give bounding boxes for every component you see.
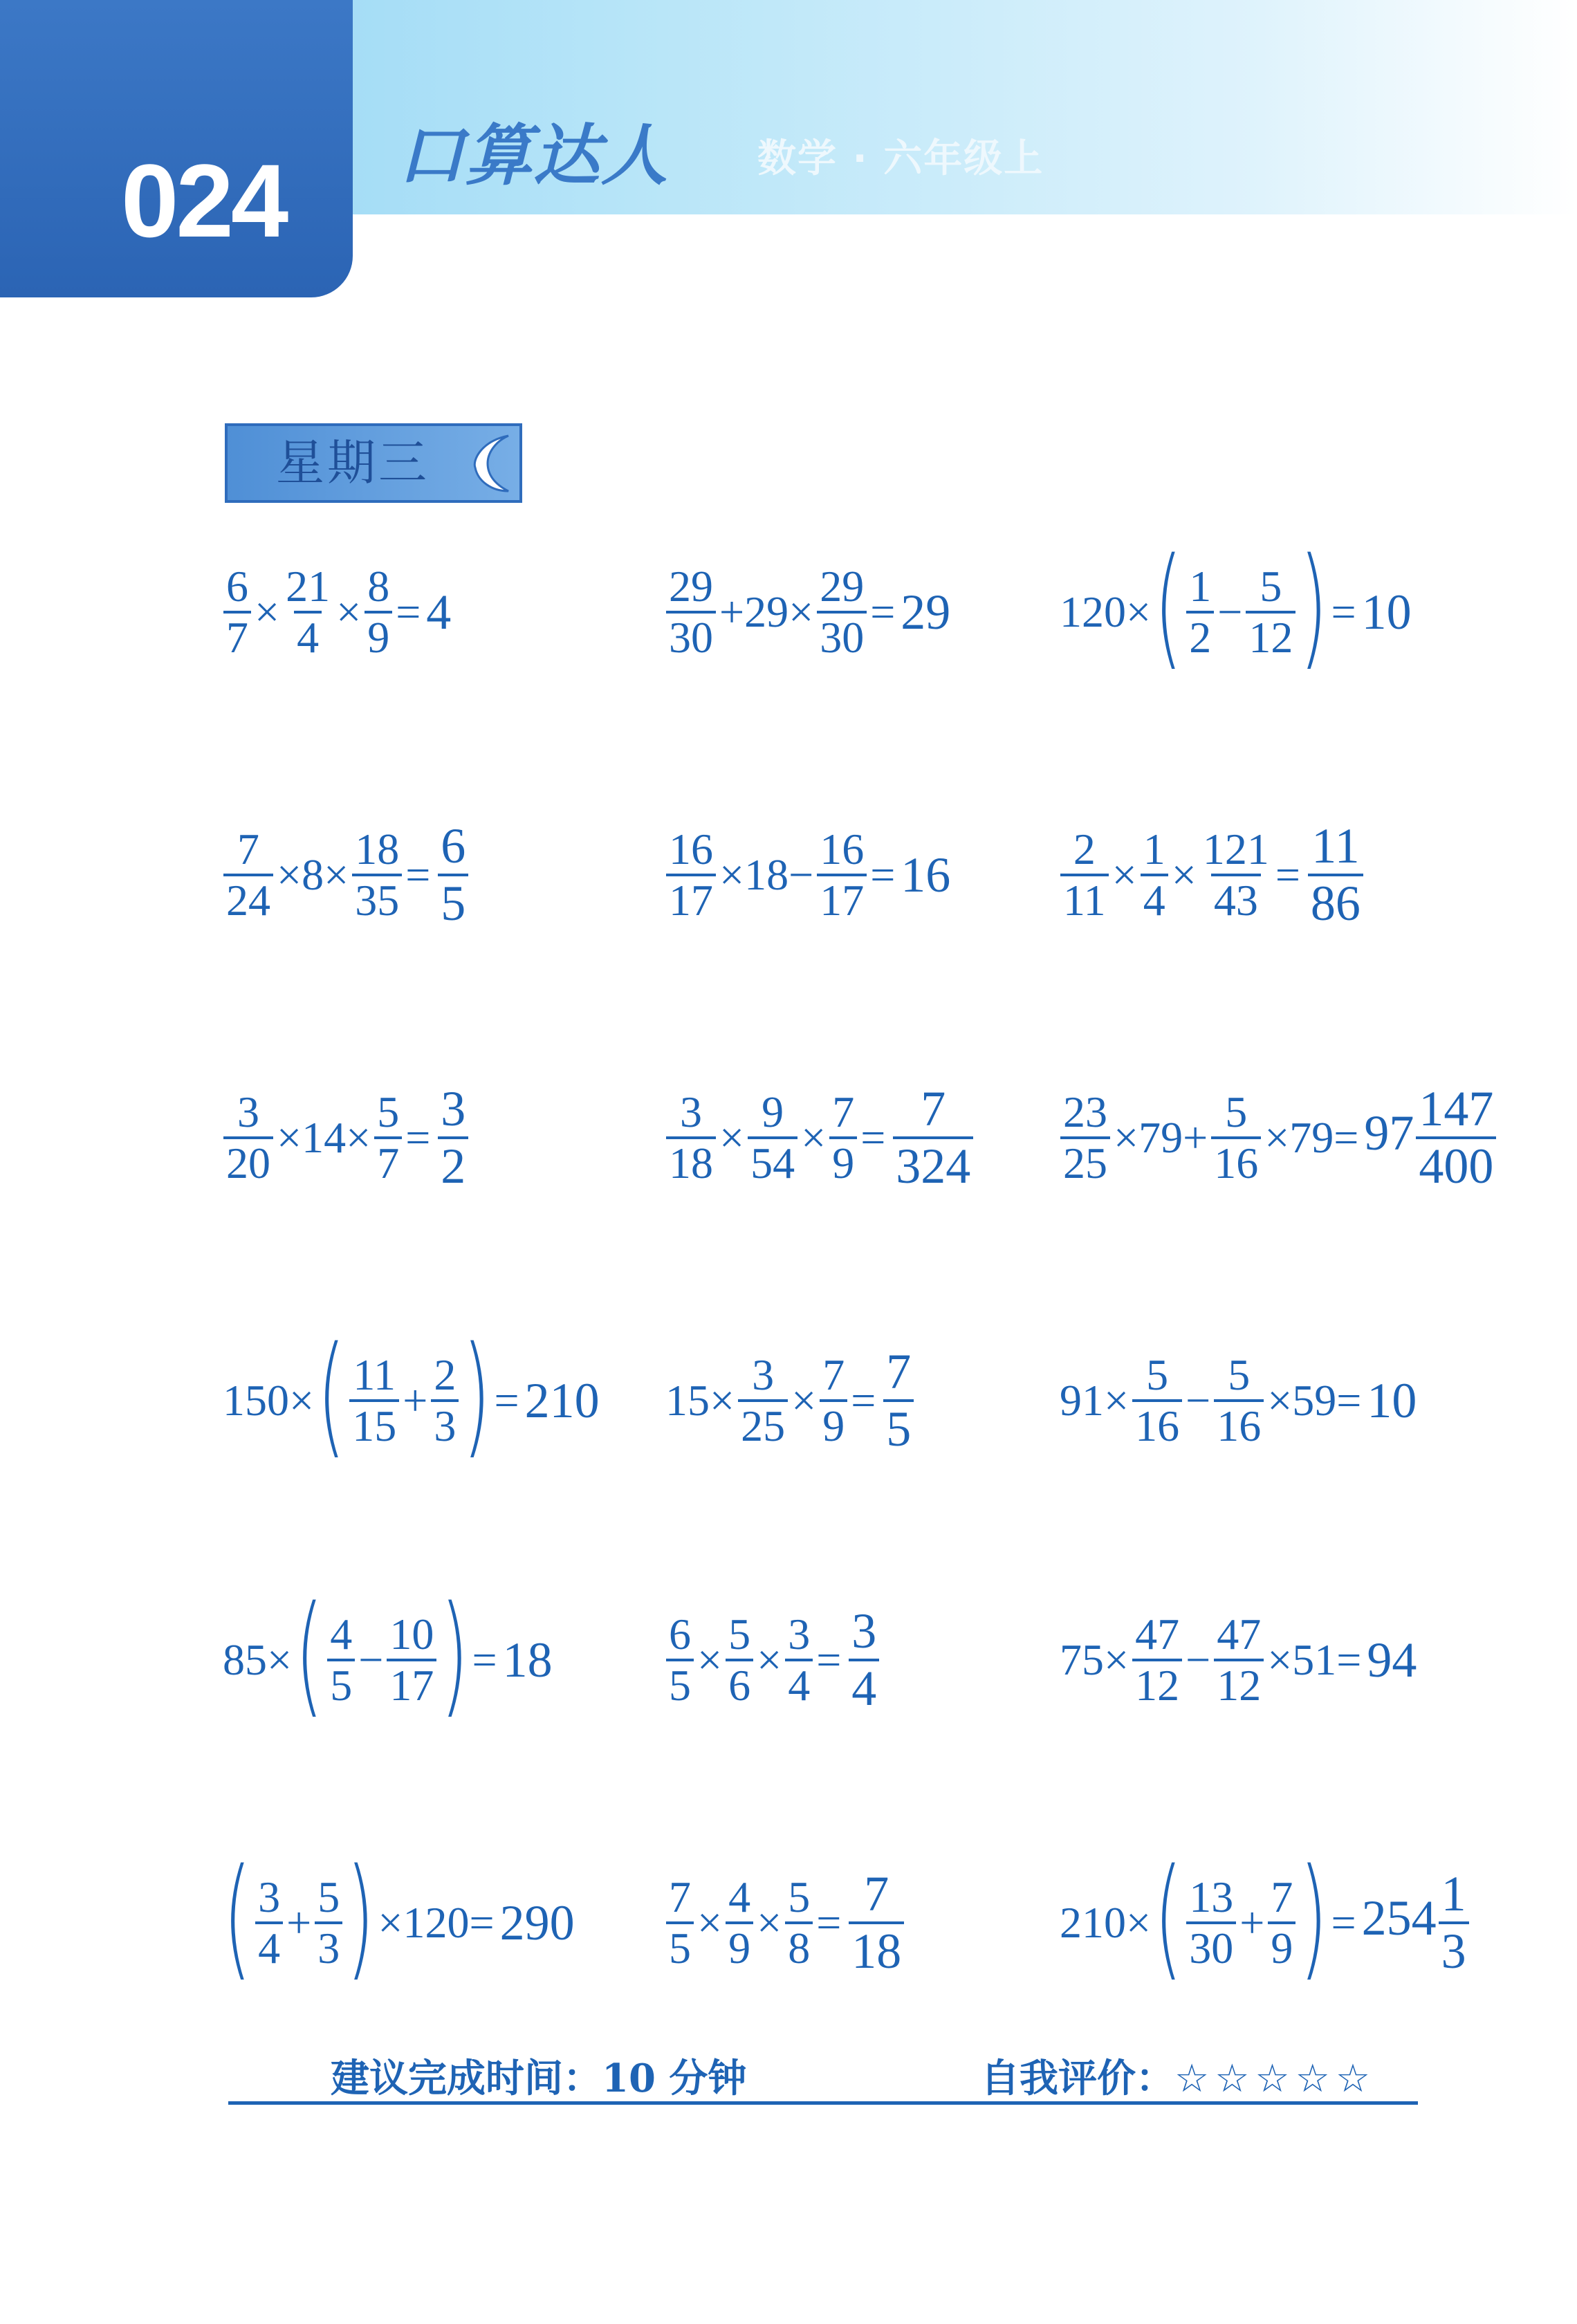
handwritten-answer bbox=[500, 1894, 575, 1952]
operator: − bbox=[358, 1635, 384, 1684]
operator: = bbox=[405, 850, 431, 899]
equation bbox=[1058, 1841, 1471, 1993]
equation bbox=[221, 1072, 470, 1204]
numerator: 7 bbox=[1271, 1872, 1293, 1921]
operator: × bbox=[801, 1113, 827, 1162]
operator: = bbox=[405, 1113, 431, 1162]
fraction bbox=[387, 1610, 436, 1710]
denominator: 30 bbox=[666, 611, 716, 662]
fraction bbox=[748, 1088, 797, 1188]
fraction bbox=[849, 1867, 904, 1979]
denominator: 4 bbox=[294, 611, 322, 662]
fraction bbox=[1214, 1610, 1264, 1710]
fraction bbox=[1186, 1873, 1236, 1973]
fraction bbox=[1246, 562, 1295, 663]
numerator: 7 bbox=[886, 1343, 912, 1399]
equation bbox=[664, 1072, 975, 1204]
numerator: 6 bbox=[669, 1609, 691, 1659]
handwritten-answer bbox=[525, 1372, 600, 1430]
numerator: 23 bbox=[1063, 1087, 1107, 1136]
parenthesis: ) bbox=[1300, 1841, 1328, 1993]
denominator: 2 bbox=[438, 1136, 468, 1194]
denominator: 3 bbox=[315, 1921, 342, 1973]
numerator: 18 bbox=[355, 824, 400, 874]
fraction bbox=[223, 562, 251, 663]
operator: = bbox=[860, 1113, 886, 1162]
denominator: 25 bbox=[1060, 1136, 1110, 1188]
denominator: 54 bbox=[748, 1136, 797, 1188]
fraction bbox=[438, 1082, 468, 1194]
operator: ×59= bbox=[1267, 1376, 1362, 1425]
numerator: 3 bbox=[237, 1087, 259, 1136]
numerator: 3 bbox=[680, 1087, 702, 1136]
equation bbox=[1058, 1594, 1417, 1726]
denominator: 16 bbox=[1214, 1399, 1264, 1450]
answer-value: 18 bbox=[502, 1632, 553, 1688]
numerator: 47 bbox=[1217, 1609, 1262, 1659]
equation bbox=[664, 809, 950, 941]
numerator: 1 bbox=[1189, 561, 1212, 611]
operator: = bbox=[870, 850, 896, 899]
fraction bbox=[1416, 1082, 1496, 1194]
denominator: 5 bbox=[327, 1659, 355, 1710]
numerator: 13 bbox=[1189, 1872, 1234, 1921]
numerator: 2 bbox=[1073, 824, 1096, 874]
denominator: 3 bbox=[431, 1399, 459, 1450]
fraction bbox=[849, 1604, 879, 1716]
crescent-icon bbox=[467, 433, 515, 494]
equation bbox=[664, 1335, 916, 1466]
day-label bbox=[225, 423, 522, 503]
denominator: 9 bbox=[726, 1921, 753, 1973]
operator: ×14× bbox=[277, 1113, 371, 1162]
operator: × bbox=[719, 1113, 745, 1162]
operator: = bbox=[1331, 587, 1356, 636]
denominator: 15 bbox=[349, 1399, 399, 1450]
denominator: 5 bbox=[883, 1399, 914, 1457]
answer-value: 4 bbox=[426, 584, 452, 640]
fraction bbox=[315, 1873, 342, 1973]
parenthesis: ) bbox=[441, 1578, 469, 1731]
numerator: 7 bbox=[921, 1080, 946, 1136]
fraction bbox=[1060, 1088, 1110, 1188]
operator: + bbox=[1239, 1898, 1265, 1947]
operator: × bbox=[757, 1635, 782, 1684]
answer-value: 10 bbox=[1361, 584, 1412, 640]
denominator: 20 bbox=[223, 1136, 273, 1188]
denominator: 86 bbox=[1308, 874, 1363, 931]
equation bbox=[221, 546, 451, 678]
numerator: 5 bbox=[788, 1872, 811, 1921]
denominator: 7 bbox=[223, 611, 251, 662]
answer-value: 254 bbox=[1361, 1890, 1437, 1946]
operator: 91× bbox=[1060, 1376, 1129, 1425]
operator: = bbox=[494, 1376, 519, 1425]
handwritten-answer bbox=[901, 584, 950, 641]
numerator: 11 bbox=[353, 1349, 396, 1399]
fraction bbox=[283, 562, 333, 663]
fraction bbox=[1132, 1351, 1182, 1451]
operator: × bbox=[1171, 850, 1197, 899]
operator: = bbox=[1275, 850, 1300, 899]
fraction bbox=[666, 825, 716, 925]
fraction bbox=[327, 1610, 355, 1710]
handwritten-answer bbox=[891, 1082, 975, 1194]
operator: = bbox=[851, 1376, 876, 1425]
operator: × bbox=[697, 1898, 723, 1947]
denominator: 6 bbox=[726, 1659, 753, 1710]
denominator: 7 bbox=[374, 1136, 402, 1188]
numerator: 21 bbox=[286, 561, 331, 611]
equation bbox=[221, 809, 470, 941]
fraction bbox=[666, 1873, 694, 1973]
numerator: 6 bbox=[226, 561, 248, 611]
fraction bbox=[1268, 1873, 1295, 1973]
book-subject: 数学 · 六年级上 bbox=[757, 136, 1044, 181]
denominator: 30 bbox=[1186, 1921, 1236, 1973]
handwritten-answer bbox=[881, 1345, 916, 1457]
operator: − bbox=[1186, 1376, 1211, 1425]
operator: 85× bbox=[223, 1635, 293, 1684]
denominator: 12 bbox=[1214, 1659, 1264, 1710]
numerator: 5 bbox=[317, 1872, 340, 1921]
operator: = bbox=[870, 587, 896, 636]
fraction bbox=[820, 1351, 847, 1451]
numerator: 47 bbox=[1135, 1609, 1180, 1659]
operator: − bbox=[1186, 1635, 1211, 1684]
book-title: 口算达人 bbox=[398, 117, 669, 194]
parenthesis: ( bbox=[317, 1318, 346, 1471]
page-number-tab bbox=[0, 0, 353, 297]
numerator: 5 bbox=[1146, 1349, 1169, 1399]
denominator: 4 bbox=[1141, 874, 1168, 925]
handwritten-answer bbox=[1362, 584, 1412, 641]
handwritten-answer bbox=[1362, 1867, 1471, 1979]
handwritten-answer bbox=[1367, 1632, 1417, 1689]
answer-value: 210 bbox=[524, 1372, 600, 1428]
equation bbox=[664, 546, 950, 678]
fraction bbox=[1132, 1610, 1182, 1710]
fraction bbox=[255, 1873, 283, 1973]
denominator: 5 bbox=[666, 1659, 694, 1710]
fraction bbox=[1186, 562, 1214, 663]
denominator: 9 bbox=[829, 1136, 857, 1188]
operator: × bbox=[336, 587, 362, 636]
fraction bbox=[1214, 1351, 1264, 1451]
operator: ×51= bbox=[1267, 1635, 1362, 1684]
operator: = bbox=[396, 587, 421, 636]
fraction bbox=[1439, 1867, 1469, 1979]
numerator: 3 bbox=[258, 1872, 281, 1921]
equation bbox=[1058, 1335, 1417, 1466]
denominator: 4 bbox=[785, 1659, 813, 1710]
answer-value: 16 bbox=[901, 847, 951, 903]
numerator: 147 bbox=[1419, 1080, 1494, 1136]
rating-stars[interactable]: ☆☆☆☆☆ bbox=[1174, 2056, 1376, 2101]
operator: 120× bbox=[1060, 587, 1152, 636]
fraction bbox=[785, 1610, 813, 1710]
fraction bbox=[817, 562, 867, 663]
operator: 150× bbox=[223, 1376, 315, 1425]
denominator: 9 bbox=[365, 611, 392, 662]
numerator: 16 bbox=[820, 824, 865, 874]
fraction bbox=[785, 1873, 813, 1973]
operator: ×79+ bbox=[1114, 1113, 1208, 1162]
numerator: 1 bbox=[1143, 824, 1165, 874]
equation bbox=[221, 1841, 575, 1993]
denominator: 25 bbox=[738, 1399, 788, 1450]
denominator: 17 bbox=[817, 874, 867, 925]
denominator: 12 bbox=[1246, 611, 1295, 662]
fraction bbox=[223, 1088, 273, 1188]
operator: +29× bbox=[719, 587, 814, 636]
numerator: 7 bbox=[669, 1872, 691, 1921]
handwritten-answer bbox=[847, 1604, 881, 1716]
handwritten-answer bbox=[1367, 1372, 1417, 1430]
fraction bbox=[1200, 825, 1272, 925]
parenthesis: ( bbox=[295, 1578, 324, 1731]
numerator: 7 bbox=[237, 824, 259, 874]
fraction bbox=[883, 1345, 914, 1457]
fraction bbox=[1211, 1088, 1261, 1188]
numerator: 9 bbox=[762, 1087, 784, 1136]
fraction bbox=[349, 1351, 399, 1451]
fraction bbox=[726, 1873, 753, 1973]
operator: = bbox=[472, 1635, 497, 1684]
numerator: 10 bbox=[389, 1609, 434, 1659]
denominator: 9 bbox=[1268, 1921, 1295, 1973]
suggested-time: 建议完成时间：10 分钟 bbox=[331, 2056, 747, 2101]
fraction bbox=[726, 1610, 753, 1710]
denominator: 16 bbox=[1132, 1399, 1182, 1450]
numerator: 7 bbox=[864, 1865, 889, 1921]
day-label-text: 星期三 bbox=[276, 434, 430, 491]
fraction bbox=[817, 825, 867, 925]
denominator: 12 bbox=[1132, 1659, 1182, 1710]
denominator: 8 bbox=[785, 1921, 813, 1973]
answer-value: 97 bbox=[1364, 1105, 1414, 1161]
equation bbox=[1058, 1072, 1498, 1204]
numerator: 4 bbox=[330, 1609, 353, 1659]
fraction bbox=[666, 1610, 694, 1710]
operator: − bbox=[1217, 587, 1243, 636]
answer-value: 29 bbox=[901, 584, 951, 640]
operator: 15× bbox=[665, 1376, 735, 1425]
numerator: 3 bbox=[788, 1609, 811, 1659]
handwritten-answer bbox=[426, 584, 451, 641]
fraction bbox=[666, 1088, 716, 1188]
fraction bbox=[352, 825, 402, 925]
parenthesis: ) bbox=[463, 1318, 491, 1471]
operator: × bbox=[255, 587, 280, 636]
fraction bbox=[1060, 825, 1109, 925]
numerator: 121 bbox=[1202, 824, 1269, 874]
numerator: 2 bbox=[434, 1349, 456, 1399]
handwritten-answer bbox=[1306, 819, 1365, 931]
denominator: 9 bbox=[820, 1399, 847, 1450]
operator: = bbox=[816, 1635, 842, 1684]
handwritten-answer bbox=[503, 1632, 553, 1689]
denominator: 4 bbox=[255, 1921, 283, 1973]
denominator: 3 bbox=[1439, 1921, 1469, 1979]
numerator: 5 bbox=[377, 1087, 400, 1136]
operator: × bbox=[757, 1898, 782, 1947]
parenthesis: ) bbox=[1300, 530, 1328, 683]
page-number: 024 bbox=[121, 142, 286, 259]
operator: × bbox=[791, 1376, 817, 1425]
numerator: 5 bbox=[1260, 561, 1282, 611]
answer-value: 10 bbox=[1367, 1372, 1417, 1428]
numerator: 29 bbox=[669, 561, 713, 611]
operator: × bbox=[697, 1635, 723, 1684]
denominator: 16 bbox=[1211, 1136, 1261, 1188]
answer-value: 290 bbox=[499, 1894, 575, 1950]
numerator: 3 bbox=[441, 1080, 466, 1136]
operator: + bbox=[403, 1376, 428, 1425]
operator: 75× bbox=[1060, 1635, 1129, 1684]
denominator: 30 bbox=[817, 611, 867, 662]
numerator: 1 bbox=[1441, 1865, 1466, 1921]
equation bbox=[1058, 809, 1365, 941]
numerator: 6 bbox=[441, 818, 466, 874]
parenthesis: ) bbox=[346, 1841, 375, 1993]
numerator: 29 bbox=[820, 561, 865, 611]
parenthesis: ( bbox=[1154, 530, 1183, 683]
footer-underline bbox=[228, 2101, 1418, 2105]
denominator: 11 bbox=[1060, 874, 1109, 925]
equation bbox=[664, 1594, 881, 1726]
self-rating bbox=[981, 2051, 1437, 2106]
operator: = bbox=[1331, 1898, 1356, 1947]
operator: ×8× bbox=[277, 850, 349, 899]
operator: = bbox=[816, 1898, 842, 1947]
fraction bbox=[223, 825, 273, 925]
numerator: 7 bbox=[832, 1087, 855, 1136]
numerator: 7 bbox=[822, 1349, 845, 1399]
denominator: 24 bbox=[223, 874, 273, 925]
operator: ×120= bbox=[378, 1898, 495, 1947]
numerator: 3 bbox=[752, 1349, 775, 1399]
fraction bbox=[1141, 825, 1168, 925]
numerator: 4 bbox=[728, 1872, 751, 1921]
denominator: 4 bbox=[849, 1659, 879, 1716]
handwritten-answer bbox=[436, 1082, 470, 1194]
handwritten-answer bbox=[436, 819, 470, 931]
denominator: 35 bbox=[352, 874, 402, 925]
self-rating-label: 自我评价： bbox=[981, 2056, 1174, 2101]
operator: × bbox=[1112, 850, 1137, 899]
equation bbox=[664, 1857, 906, 1989]
operator: + bbox=[286, 1898, 312, 1947]
numerator: 16 bbox=[669, 824, 713, 874]
fraction bbox=[374, 1088, 402, 1188]
fraction bbox=[438, 819, 468, 931]
fraction bbox=[893, 1082, 973, 1194]
denominator: 17 bbox=[387, 1659, 436, 1710]
operator: 210× bbox=[1060, 1898, 1152, 1947]
numerator: 3 bbox=[851, 1603, 877, 1659]
numerator: 8 bbox=[367, 561, 390, 611]
fraction bbox=[666, 562, 716, 663]
operator: ×18− bbox=[719, 850, 814, 899]
answer-value: 94 bbox=[1367, 1632, 1417, 1688]
equation bbox=[221, 1578, 553, 1731]
denominator: 18 bbox=[849, 1921, 904, 1979]
equation bbox=[221, 1318, 600, 1471]
numerator: 5 bbox=[728, 1609, 751, 1659]
denominator: 17 bbox=[666, 874, 716, 925]
numerator: 11 bbox=[1311, 818, 1360, 874]
numerator: 5 bbox=[1225, 1087, 1248, 1136]
denominator: 5 bbox=[666, 1921, 694, 1973]
denominator: 5 bbox=[438, 874, 468, 931]
parenthesis: ( bbox=[223, 1841, 252, 1993]
denominator: 18 bbox=[666, 1136, 716, 1188]
fraction bbox=[738, 1351, 788, 1451]
parenthesis: ( bbox=[1154, 1841, 1183, 1993]
denominator: 43 bbox=[1211, 874, 1261, 925]
numerator: 5 bbox=[1228, 1349, 1251, 1399]
fraction bbox=[1308, 819, 1363, 931]
fraction bbox=[365, 562, 392, 663]
handwritten-answer bbox=[1364, 1082, 1498, 1194]
equation bbox=[1058, 530, 1412, 683]
fraction bbox=[829, 1088, 857, 1188]
denominator: 400 bbox=[1416, 1136, 1496, 1194]
fraction bbox=[431, 1351, 459, 1451]
handwritten-answer bbox=[847, 1867, 906, 1979]
operator: ×79= bbox=[1264, 1113, 1359, 1162]
denominator: 324 bbox=[893, 1136, 973, 1194]
denominator: 2 bbox=[1186, 611, 1214, 662]
handwritten-answer bbox=[901, 847, 950, 904]
